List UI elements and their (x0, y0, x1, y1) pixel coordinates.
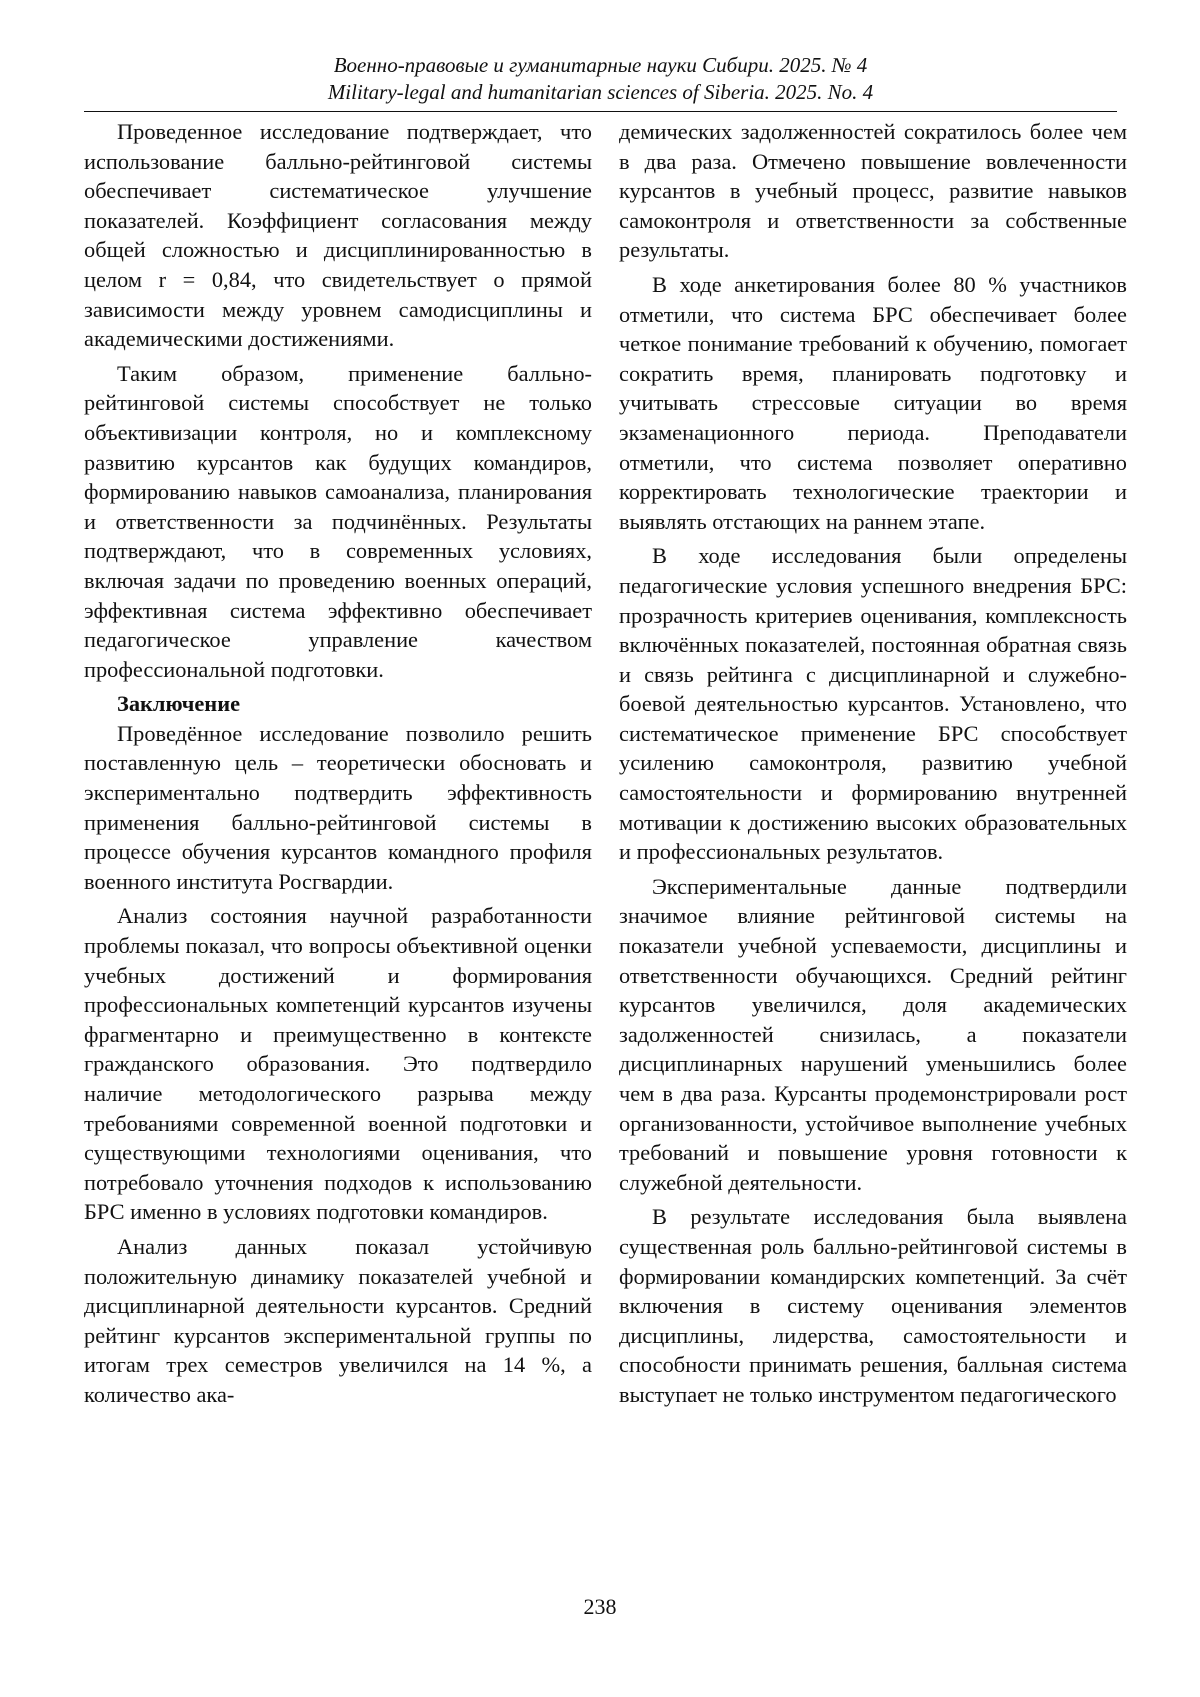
paragraph-summary: Таким образом, применение балльно-рейтинговой системы способствует не только объективизации контроля, но и комплексному развитию курсантов как будущих командиров, формированию навыков самоанализа, планирования и ответственности за подчинённых. Результаты подтверждают, что в современных условиях, включая задачи по проведению военных операций, эффективная система эффективно обеспечивает педагогическое управление качеством профессиональной подготовки. (84, 360, 592, 682)
paragraph-correlation: Проведенное исследование подтверждает, что использование балльно-рейтинговой системы обеспечивает систематическое улучшение показателей. Коэффициент согласования между общей сложностью и дисциплинированностью в целом r = 0,84, что свидетельствует о прямой зависимости между уровнем самодисциплины и академическими достижениями. (84, 119, 592, 352)
paragraph-conclusion-goal: Проведённое исследование позволило решить поставленную цель – теоретически обосновать и экспериментально подтвердить эффективность применения балльно-рейтинговой системы в процессе обучения курсантов командного профиля военного института Росгвардии. (84, 720, 592, 894)
paragraph-survey: В ходе анкетирования более 80 % участников отметили, что система БРС обеспечивает более четкое понимание требований к обучению, помогает сократить время, планировать подготовку и учитывать стрессовые ситуации во время экзаменационного периода. Преподаватели отметили, что система позволяет оперативно корректировать технологические траектории и выявлять отстающих на раннем этапе. (619, 271, 1127, 534)
paragraph-experimental-data: Экспериментальные данные подтвердили значимое влияние рейтинговой системы на показатели учебной успеваемости, дисциплины и ответственности обучающихся. Средний рейтинг курсантов увеличился, доля академических задолженностей снизилась, а показатели дисциплинарных нарушений уменьшились более чем в два раза. Курсанты продемонстрировали рост организованности, устойчивое выполнение учебных требований и повышение уровня готовности к служебной деятельности. (619, 873, 1127, 1195)
page-number: 238 (583, 1594, 617, 1619)
right-column (619, 117, 1127, 1415)
paragraph-conclusion-analysis: Анализ состояния научной разработанности проблемы показал, что вопросы объективной оценки учебных достижений и формирования профессиональных компетенций курсантов изучены фрагментарно и преимущественно в контексте гражданского образования. Это подтвердило наличие методологического разрыва между требованиями современной военной подготовки и существующими технологиями оценивания, что потребовало уточнения подходов к использованию БРС именно в условиях подготовки командиров. (84, 903, 592, 1225)
header-divider (84, 111, 1117, 112)
left-column (84, 117, 592, 1415)
paragraph-continuation: демических задолженностей сократилось более чем в два раза. Отмечено повышение вовлеченности курсантов в учебный процесс, развитие навыков самоконтроля и ответственности за собственные результаты. (619, 119, 1127, 263)
running-header (84, 52, 1117, 106)
paragraph-conclusion-data: Анализ данных показал устойчивую положительную динамику показателей учебной и дисциплинарной деятельности курсантов. Средний рейтинг курсантов экспериментальной группы по итогам трех семестров увеличился на 14 %, а количество ака- (84, 1233, 592, 1407)
paragraph-results: В результате исследования была выявлена существенная роль балльно-рейтинговой системы в формировании командирских компетенций. За счёт включения в систему оценивания элементов дисциплины, лидерства, самостоятельности и способности принимать решения, балльная система выступает не только инструментом педагогического (619, 1204, 1127, 1407)
section-heading-conclusion: Заключение (117, 691, 241, 717)
paragraph-conditions: В ходе исследования были определены педагогические условия успешного внедрения БРС: прозрачность критериев оценивания, комплексность включённых показателей, постоянная обратная связь и связь рейтинга с дисциплинарной и служебно-боевой деятельностью курсантов. Установлено, что систематическое применение БРС способствует усилению самоконтроля, развитию учебной самостоятельности и формированию внутренней мотивации к достижению высоких образовательных и профессиональных результатов. (619, 543, 1127, 865)
header-title-ru: Военно-правовые и гуманитарные науки Сибири. 2025. № 4 (333, 53, 868, 77)
header-title-en: Military-legal and humanitarian sciences of Siberia. 2025. No. 4 (327, 80, 874, 104)
